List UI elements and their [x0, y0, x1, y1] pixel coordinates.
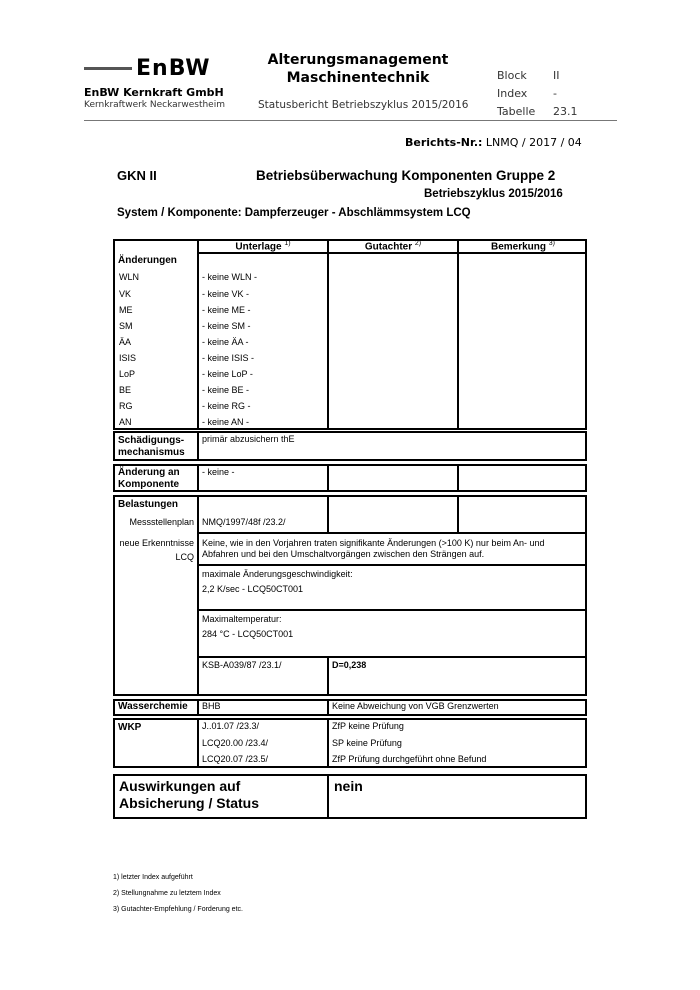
change-code: ISIS [119, 353, 137, 363]
ksb-d-value: D=0,238 [332, 660, 367, 670]
report-number-value: LNMQ / 2017 / 04 [485, 136, 582, 149]
enbw-logo: EnBW [136, 56, 211, 81]
change-value: - keine WLN - [202, 272, 258, 282]
change-value: - keine AN - [202, 417, 250, 427]
change-code: BE [119, 385, 132, 395]
wkp-ref: LCQ20.00 /23.4/ [202, 738, 269, 748]
wkp-value: ZfP keine Prüfung [332, 721, 404, 731]
change-code: AN [119, 417, 132, 427]
logo-line [84, 67, 132, 70]
changes-label: Änderungen [118, 255, 177, 266]
meta-block-label: Block [497, 69, 527, 82]
maxtemp-label: Maximaltemperatur: [202, 614, 282, 624]
wkp-label: WKP [118, 722, 142, 733]
meta-index-value: - [553, 87, 557, 100]
changes-box [113, 239, 587, 430]
loads-label: Belastungen [118, 499, 179, 510]
change-value: - keine LoP - [202, 369, 253, 379]
change-code: ÄA [119, 337, 132, 347]
change-code: LoP [119, 369, 136, 379]
wkp-value: SP keine Prüfung [332, 738, 402, 748]
doc-title-line1: Alterungsmanagement [267, 52, 449, 68]
damage-value: primär abzusichern thE [202, 434, 295, 444]
change-value: - keine BE - [202, 385, 250, 395]
footnote: 2) Stellungnahme zu letztem Index [113, 890, 221, 897]
col-header-unterlage: Unterlage $^{1)}$ [235, 240, 291, 253]
wkp-value: ZfP Prüfung durchgeführt ohne Befund [332, 754, 487, 764]
report-number [405, 136, 582, 149]
footnote: 3) Gutachter-Empfehlung / Forderung etc. [113, 906, 243, 913]
meta-index-label: Index [497, 87, 528, 100]
water-value: Keine Abweichung von VGB Grenzwerten [332, 701, 499, 711]
company-name: EnBW Kernkraft GmbH [84, 86, 224, 99]
summary-label: Auswirkungen auf Absicherung / Status [119, 778, 260, 811]
water-label: Wasserchemie [118, 701, 188, 712]
change-value: - keine ME - [202, 305, 251, 315]
component-change-label: Änderung an Komponente [118, 467, 180, 490]
neue-text-line2: Abfahren und bei den Umschaltvorgängen zwischen den Strängen auf. [202, 549, 485, 559]
change-code: VK [119, 289, 132, 299]
change-code: ME [119, 305, 133, 315]
ksb-reference: KSB-A039/87 /23.1/ [202, 660, 282, 670]
mess-label: Messstellenplan [129, 517, 194, 527]
maxtemp-value: 284 °C - LCQ50CT001 [202, 629, 294, 639]
rate-label: maximale Änderungsgeschwindigkeit: [202, 569, 353, 579]
change-value: - keine VK - [202, 289, 250, 299]
neue-label-line2: LCQ [175, 552, 194, 562]
water-ref: BHB [202, 701, 221, 711]
component-change-box [113, 464, 587, 492]
change-value: - keine RG - [202, 401, 251, 411]
meta-block-value: II [553, 69, 560, 82]
rate-value: 2,2 K/sec - LCQ50CT001 [202, 584, 304, 594]
meta-table-value: 23.1 [553, 105, 578, 118]
mess-value: NMQ/1997/48f /23.2/ [202, 517, 286, 527]
unit-label: GKN II [117, 168, 157, 183]
summary-value: nein [334, 778, 363, 794]
system-label: System / Komponente: Dampferzeuger - Abschlämmsystem LCQ [117, 207, 471, 219]
change-code: SM [119, 321, 133, 331]
report-number-label: Berichts-Nr.: [405, 136, 483, 149]
doc-title-line2: Maschinentechnik [286, 70, 430, 86]
col-header-gutachter: Gutachter $^{2)}$ [364, 240, 422, 253]
wkp-ref: LCQ20.07 /23.5/ [202, 754, 269, 764]
plant-name: Kernkraftwerk Neckarwestheim [84, 100, 225, 110]
footnote: 1) letzter Index aufgeführt [113, 874, 193, 881]
change-code: RG [119, 401, 133, 411]
component-change-value: - keine - [202, 467, 235, 477]
col-header-bemerkung: Bemerkung $^{3)}$ [490, 240, 556, 253]
cycle-label: Betriebszyklus 2015/2016 [424, 188, 563, 200]
header-rule [84, 120, 617, 121]
change-value: - keine ISIS - [202, 353, 255, 363]
change-value: - keine SM - [202, 321, 251, 331]
status-report-label: Statusbericht Betriebszyklus 2015/2016 [258, 99, 469, 111]
change-value: - keine ÄA - [202, 337, 249, 347]
damage-label: Schädigungs- mechanismus [118, 435, 185, 458]
meta-table-label: Tabelle [497, 105, 536, 118]
page-title: Betriebsüberwachung Komponenten Gruppe 2 [256, 168, 556, 183]
neue-label-line1: neue Erkenntnisse [119, 538, 194, 548]
change-code: WLN [119, 272, 139, 282]
neue-text-line1: Keine, wie in den Vorjahren traten signifikante Änderungen (>100 K) nur beim An- und [202, 538, 545, 548]
wkp-ref: J..01.07 /23.3/ [202, 721, 260, 731]
